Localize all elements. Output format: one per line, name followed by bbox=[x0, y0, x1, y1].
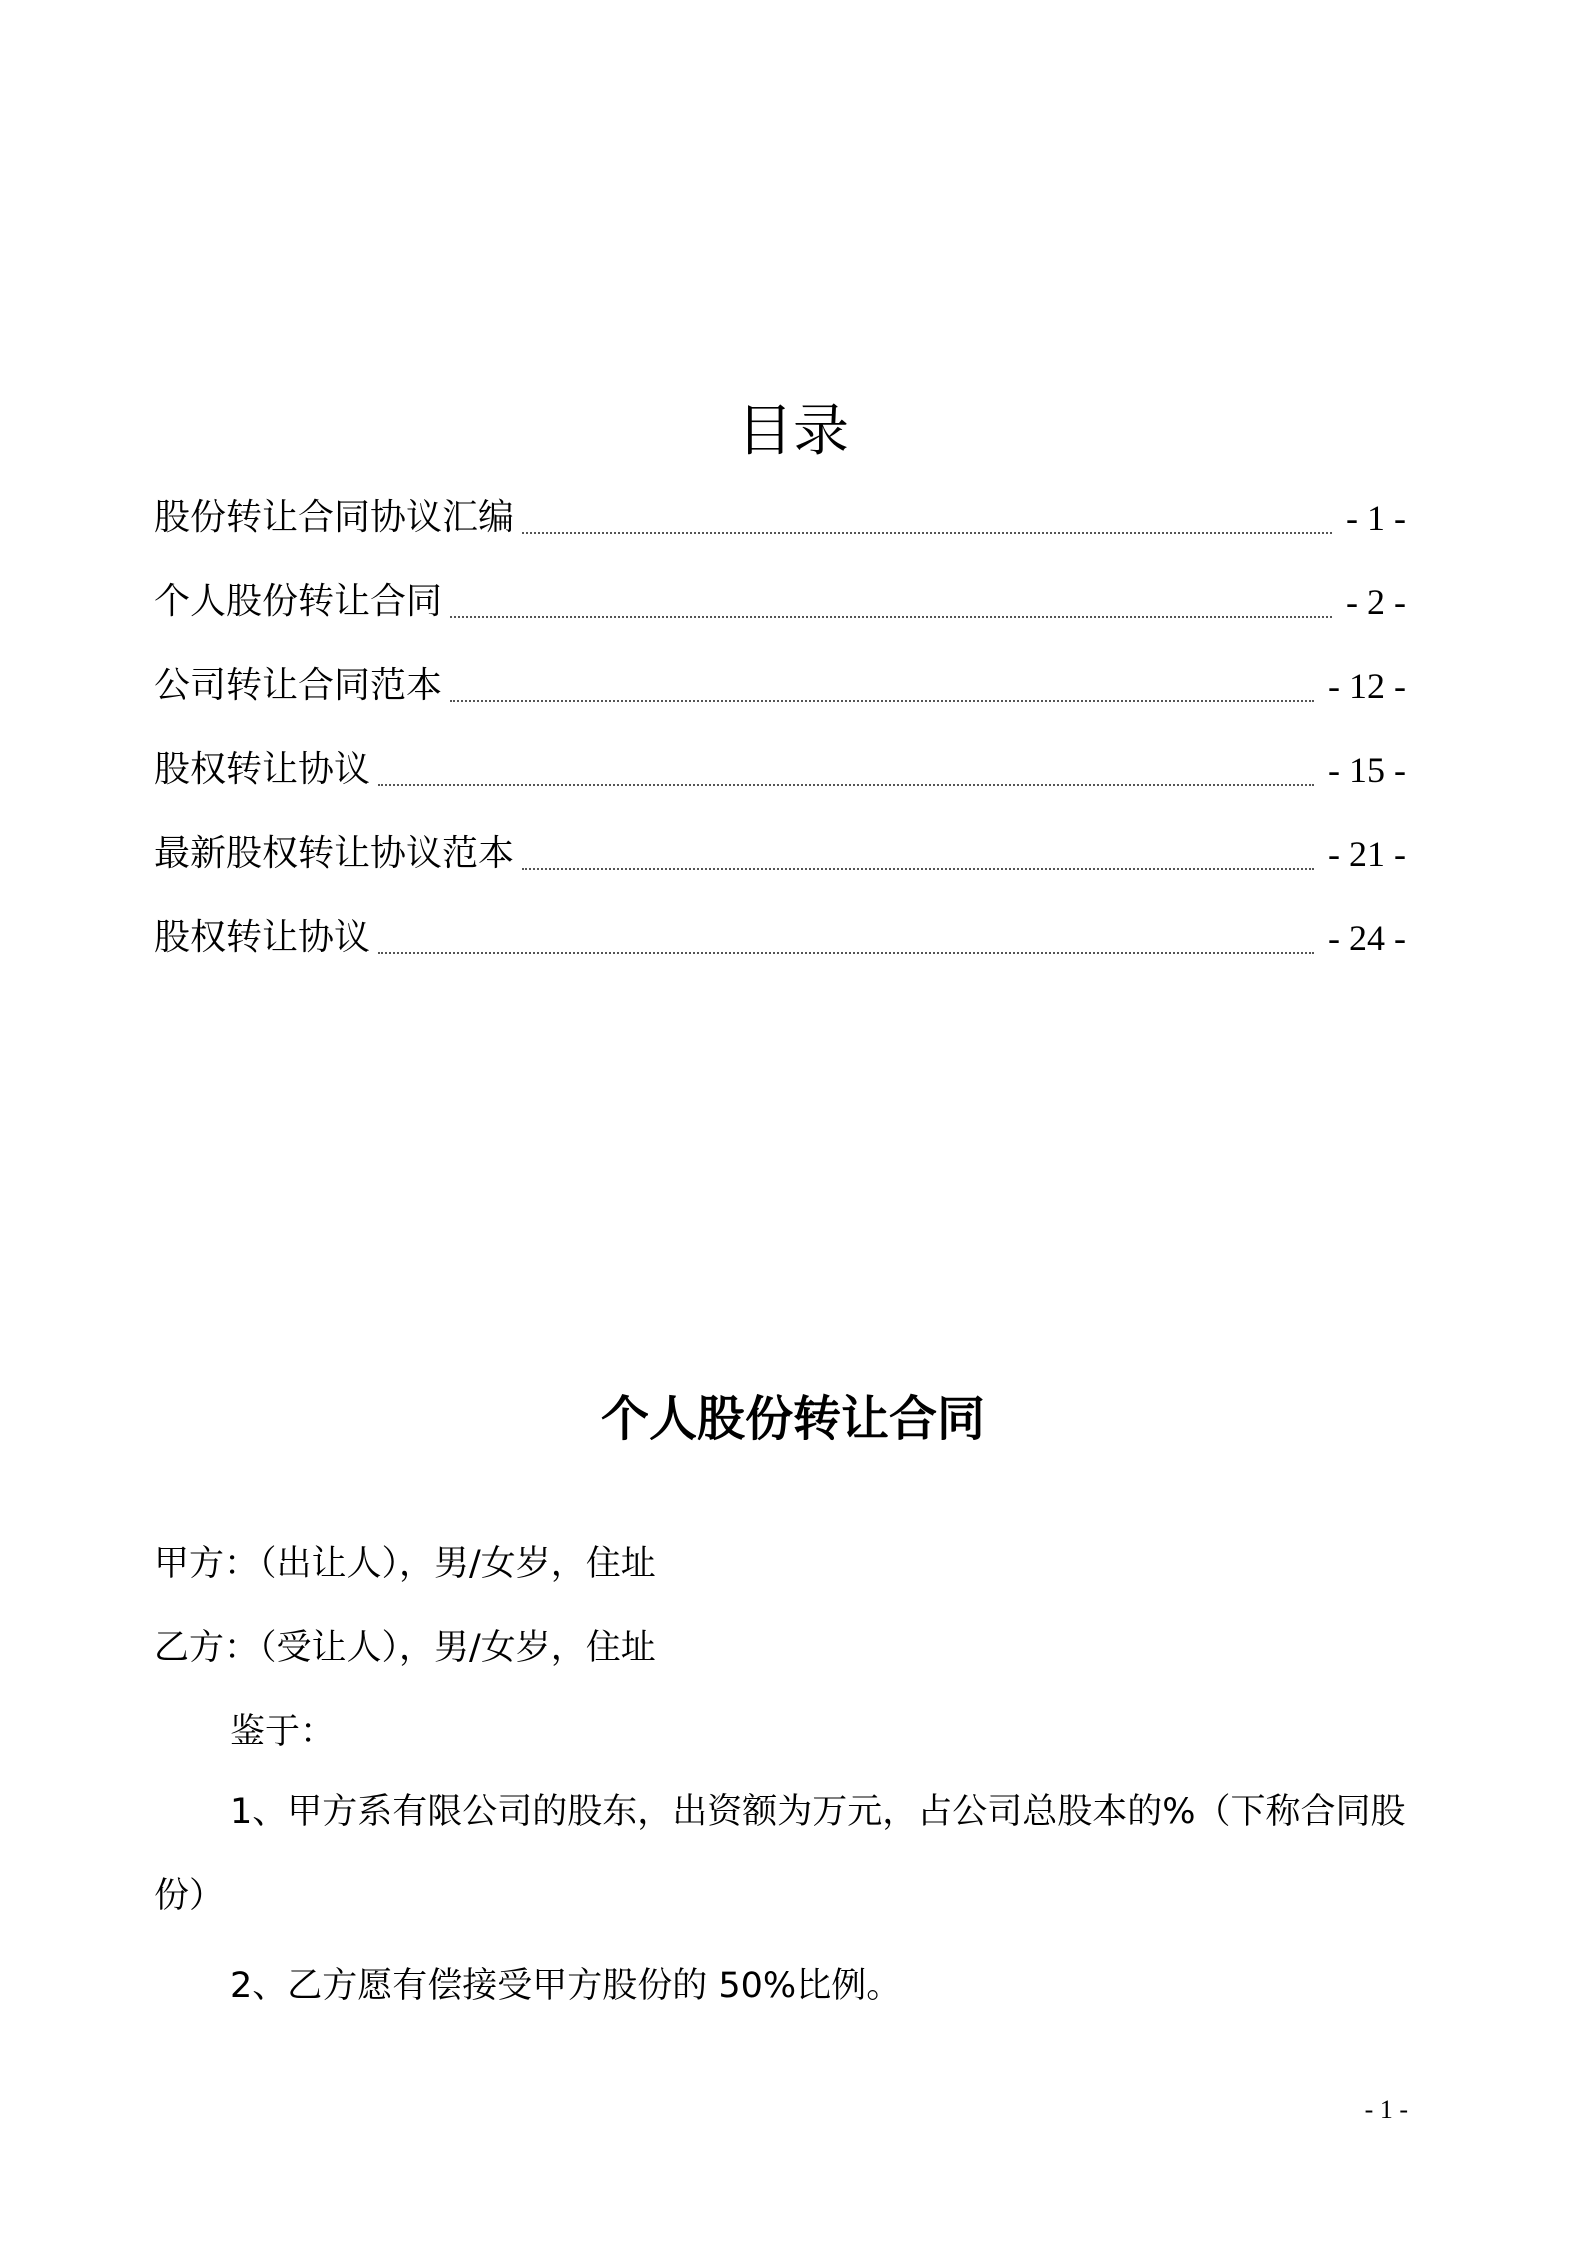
toc-entry-label: 股份转让合同协议汇编 bbox=[154, 497, 515, 538]
toc-entry-label: 股权转让协议 bbox=[154, 749, 371, 790]
toc-entry-label: 公司转让合同范本 bbox=[154, 665, 443, 706]
clause-2: 2、乙方愿有偿接受甲方股份的 50%比例。 bbox=[230, 1966, 902, 2006]
toc-entry-page: - 2 - bbox=[1346, 582, 1406, 622]
toc-leader-dots bbox=[378, 772, 1314, 786]
toc-entry-page: - 21 - bbox=[1328, 834, 1406, 874]
toc-entry-page: - 1 - bbox=[1346, 498, 1406, 538]
party-a-line: 甲方：（出让人），男/女岁，住址 bbox=[154, 1544, 656, 1584]
page-number: - 1 - bbox=[1364, 2095, 1408, 2124]
toc-entry-page: - 15 - bbox=[1328, 750, 1406, 790]
toc-entry-label: 个人股份转让合同 bbox=[154, 581, 443, 622]
whereas-heading: 鉴于： bbox=[230, 1712, 336, 1752]
clause-1: 1、甲方系有限公司的股东，出资额为万元，占公司总股本的%（下称合同股份） bbox=[154, 1792, 1406, 1916]
toc-entry[interactable] bbox=[154, 574, 1406, 630]
toc-entry-label: 最新股权转让协议范本 bbox=[154, 833, 515, 874]
toc-entry[interactable] bbox=[154, 490, 1406, 546]
toc-leader-dots bbox=[450, 604, 1332, 618]
toc-leader-dots bbox=[522, 856, 1314, 870]
toc-leader-dots bbox=[522, 520, 1332, 534]
toc-leader-dots bbox=[378, 940, 1314, 954]
toc-entry[interactable] bbox=[154, 658, 1406, 714]
toc-entry-page: - 24 - bbox=[1328, 918, 1406, 958]
toc-entry[interactable] bbox=[154, 910, 1406, 966]
toc-entry[interactable] bbox=[154, 826, 1406, 882]
toc-entry[interactable] bbox=[154, 742, 1406, 798]
party-b-line: 乙方：（受让人），男/女岁，住址 bbox=[154, 1628, 656, 1668]
toc-entry-page: - 12 - bbox=[1328, 666, 1406, 706]
toc-leader-dots bbox=[450, 688, 1314, 702]
toc-entry-label: 股权转让协议 bbox=[154, 917, 371, 958]
section-title: 个人股份转让合同 bbox=[600, 1391, 985, 1447]
toc-title: 目录 bbox=[737, 399, 849, 464]
